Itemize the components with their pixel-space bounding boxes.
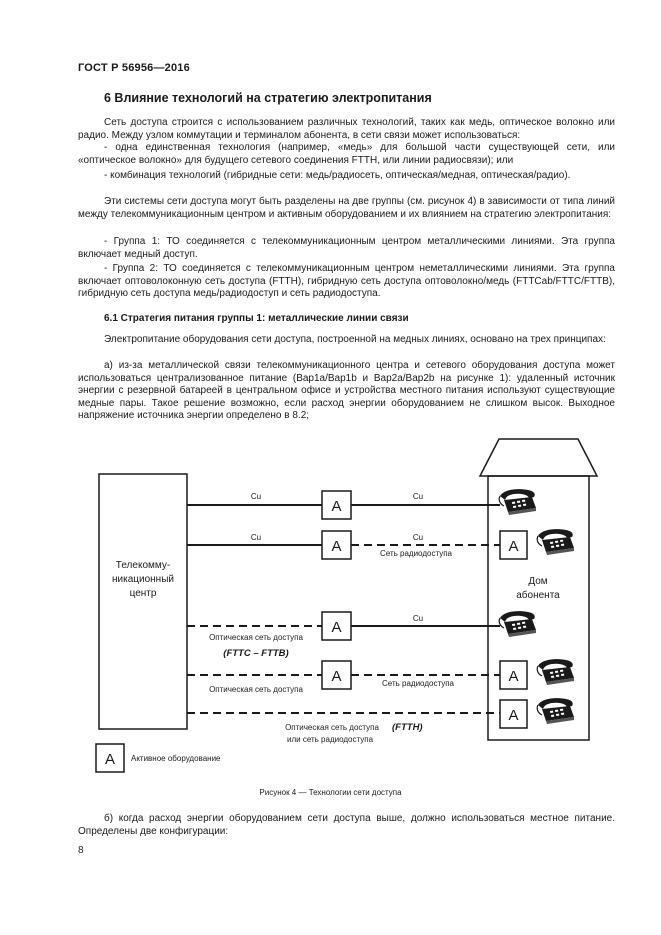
phone-icon [537, 659, 574, 685]
phone-icon [499, 489, 536, 515]
optical-net-label: Оптическая сеть доступа [209, 685, 303, 694]
section-6-paragraph-2: - одна единственная технология (например, «медь» для большой части существующей сети, или «оптическое волокно» для будущего сетевого соединения FTTH, или линии радиосвязи); или [78, 142, 615, 166]
optical-net-label: Оптическая сеть доступа [209, 633, 303, 642]
cu-label: Cu [250, 492, 262, 501]
cu-label: Cu [412, 614, 424, 623]
section-6-title: 6 Влияние технологий на стратегию электропитания [104, 91, 432, 105]
section-6-paragraph-5: - Группа 1: ТО соединяется с телекоммуникационным центром металлическими линиями. Эта группа включает медный доступ. [78, 236, 615, 260]
cu-label: Cu [412, 533, 424, 542]
cu-label: Cu [250, 533, 262, 542]
house-label-1: Дом [528, 576, 548, 587]
section-6-paragraph-1: Сеть доступа строится с использованием различных технологий, таких как медь, оптическое волокно или радио. Между узлом коммутации и терминалом абонента, в сети связи может использоваться: [78, 117, 615, 141]
telecom-center-label-2: никационный [112, 574, 174, 585]
fttc-fttb-label: (FTTC – FTTB) [223, 648, 289, 659]
cu-label: Cu [412, 492, 424, 501]
active-equipment-label: A [331, 498, 342, 515]
active-equipment-label: A [331, 668, 342, 685]
active-equipment-label: A [331, 619, 342, 636]
phone-icon [499, 611, 536, 637]
phone-icon [537, 529, 574, 555]
active-equipment-label: A [508, 707, 519, 724]
section-6-paragraph-6: - Группа 2: ТО соединяется с телекоммуникационным центром неметаллическими линиями. Эта группа включает оптоволоконную сеть доступа (FTTH), гибридную сеть доступа оптоволокно/медь (FTTCab/FTTC/FTTB), гибридную сеть доступа медь/радиодоступ и сеть радиодоступа. [78, 263, 615, 300]
section-6-1-title: 6.1 Стратегия питания группы 1: металлические линии связи [104, 313, 409, 324]
active-equipment-label: A [508, 668, 519, 685]
telecom-center-label-1: Телекомму- [115, 560, 171, 571]
or-radio-label: или сеть радиодоступа [286, 735, 374, 744]
active-equipment-label: A [331, 538, 342, 555]
active-equipment-label: A [508, 538, 519, 555]
section-6-1-paragraph-2: а) из-за металлической связи телекоммуникационного центра и сетевого оборудования доступа может использоваться централизованное питание (Bap1a/Bap1b и Bap2a/Bap2b на рисунке 1): удаленный источник энергии с резервной батареей в центральном офисе и устройства местного питания используют существующие медные пары. Такое решение возможно, если расход энергии оборудованием не слишком высок. Выходное напряжение источника энергии определено в 8.2; [78, 360, 615, 422]
after-figure-paragraph: б) когда расход энергии оборудованием сети доступа выше, должно использоваться местное питание. Определены две конфигурации: [78, 813, 615, 837]
radio-net-label: Сеть радиодоступа [380, 549, 452, 558]
section-6-paragraph-3: - комбинация технологий (гибридные сети: медь/радиосеть, оптическая/медная, оптическая/радио). [104, 170, 571, 181]
section-6-1-paragraph-1: Электропитание оборудования сети доступа, построенной на медных линиях, основано на трех принципах: [104, 334, 606, 345]
telecom-center-label-3: центр [129, 588, 157, 599]
legend-label: Активное оборудование [131, 754, 221, 763]
page-number: 8 [78, 845, 84, 856]
house-roof [480, 439, 597, 476]
radio-net-label: Сеть радиодоступа [382, 679, 454, 688]
standard-header: ГОСТ Р 56956—2016 [78, 62, 190, 74]
section-6-paragraph-4: Эти системы сети доступа могут быть разделены на две группы (см. рисунок 4) в зависимости от типа линий между телекоммуникационным центром и активным оборудованием и их влиянием на стратегию электропитания: [78, 196, 615, 220]
house-label-2: абонента [516, 590, 560, 601]
telecom-center-box [99, 474, 187, 729]
figure-caption: Рисунок 4 — Технологии сети доступа [259, 788, 402, 797]
phone-icon [537, 698, 574, 724]
optical-net-label: Оптическая сеть доступа [285, 723, 379, 732]
ftth-label: (FTTH) [392, 722, 423, 733]
legend-box-label: A [104, 751, 116, 768]
